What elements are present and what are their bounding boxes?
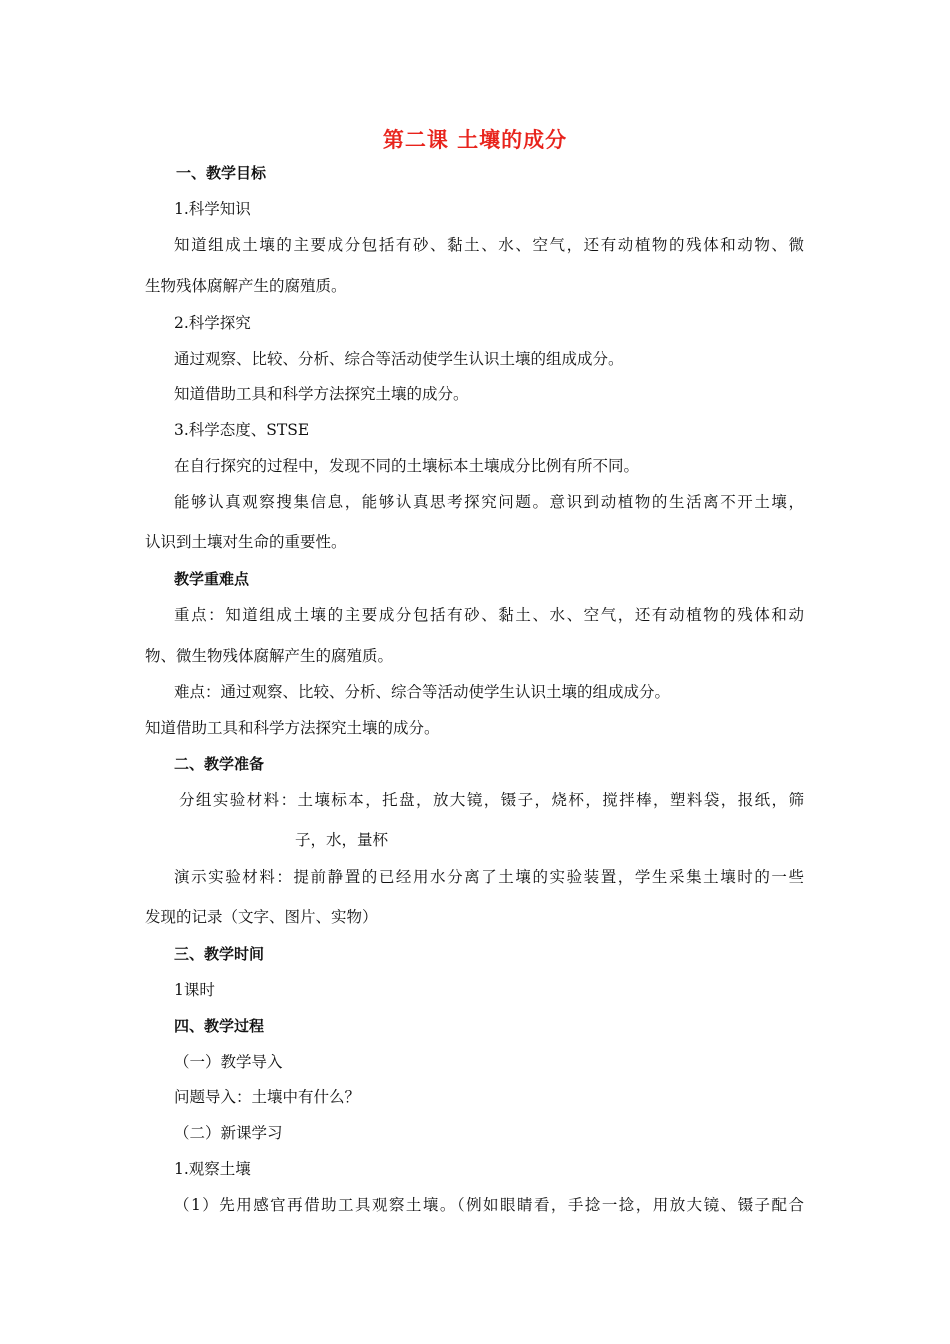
- section-heading-key-points: 教学重难点: [174, 570, 250, 588]
- paragraph-line: 通过观察、比较、分析、综合等活动使学生认识土壤的组成成分。: [174, 350, 624, 368]
- paragraph-line: 分组实验材料：土壤标本，托盘，放大镜，镊子，烧杯，搅拌棒，塑料袋，报纸，筛: [179, 791, 804, 809]
- section-heading-time: 三、教学时间: [174, 945, 265, 963]
- paragraph-line: 1课时: [174, 981, 215, 999]
- paragraph-line: 问题导入：土壤中有什么？: [174, 1088, 361, 1106]
- document-title: 第二课 土壤的成分: [382, 128, 568, 152]
- paragraph-line: 重点：知道组成土壤的主要成分包括有砂、黏土、水、空气，还有动植物的残体和动: [174, 606, 804, 624]
- paragraph-line: 演示实验材料：提前静置的已经用水分离了土壤的实验装置，学生采集土壤时的一些: [174, 868, 804, 886]
- section-heading-preparation: 二、教学准备: [174, 755, 265, 773]
- section-heading-objectives: 一、教学目标: [176, 164, 267, 182]
- paragraph-line: 在自行探究的过程中，发现不同的土壤标本土壤成分比例有所不同。: [174, 457, 640, 475]
- paragraph-line: 认识到土壤对生命的重要性。: [145, 533, 347, 551]
- subheading-knowledge: 1.科学知识: [174, 200, 251, 218]
- paragraph-line: 子，水，量杯: [295, 831, 389, 849]
- paragraph-line: 物、微生物残体腐解产生的腐殖质。: [145, 647, 394, 665]
- paragraph-line: 难点：通过观察、比较、分析、综合等活动使学生认识土壤的组成成分。: [174, 683, 671, 701]
- subheading-inquiry: 2.科学探究: [174, 314, 251, 332]
- paragraph-line: 生物残体腐解产生的腐殖质。: [145, 277, 347, 295]
- paragraph-line: 知道借助工具和科学方法探究土壤的成分。: [145, 719, 440, 737]
- paragraph-line: 知道组成土壤的主要成分包括有砂、黏土、水、空气，还有动植物的残体和动物、微: [174, 236, 804, 254]
- paragraph-line: 发现的记录（文字、图片、实物）: [145, 908, 378, 926]
- paragraph-line: 能够认真观察搜集信息，能够认真思考探究问题。意识到动植物的生活离不开土壤，: [174, 493, 804, 511]
- subheading-observe-soil: 1.观察土壤: [174, 1160, 251, 1178]
- subheading-attitude: 3.科学态度、STSE: [174, 421, 310, 439]
- paragraph-line: 知道借助工具和科学方法探究土壤的成分。: [174, 385, 469, 403]
- subheading-new-lesson: （二）新课学习: [174, 1124, 283, 1142]
- section-heading-process: 四、教学过程: [174, 1017, 265, 1035]
- paragraph-line: （1）先用感官再借助工具观察土壤。（例如眼睛看，手捻一捻，用放大镜、镊子配合: [174, 1196, 804, 1214]
- subheading-intro: （一）教学导入: [174, 1053, 283, 1071]
